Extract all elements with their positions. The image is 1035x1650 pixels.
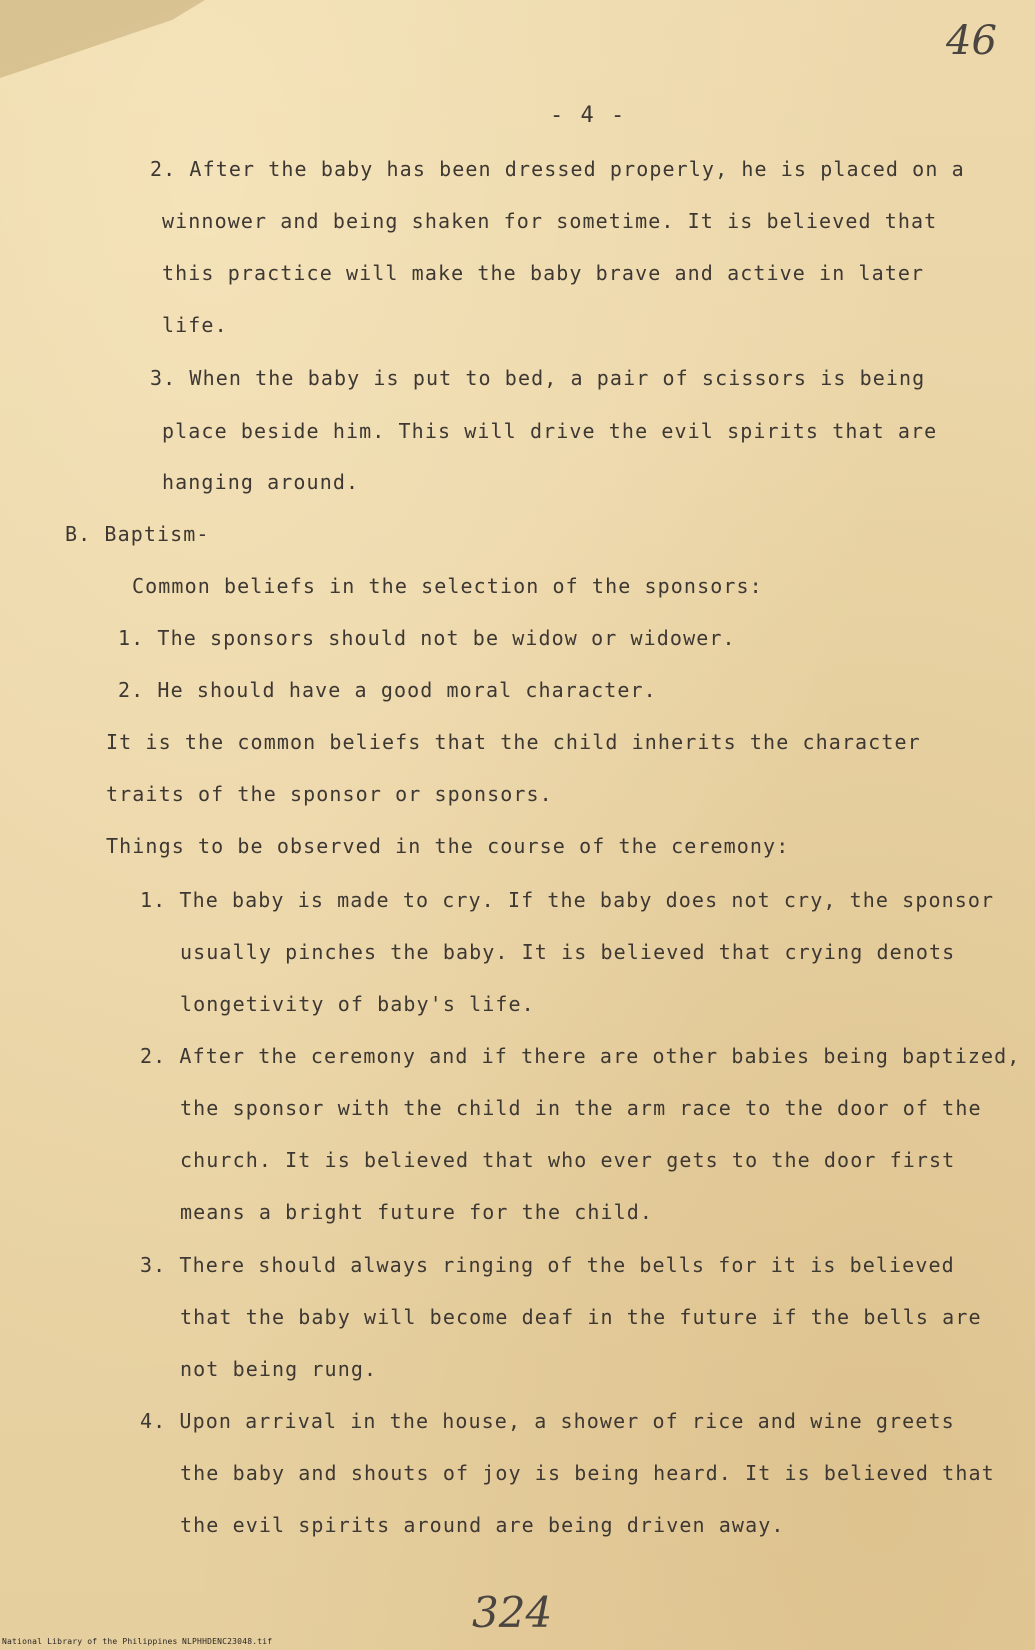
text-line: the evil spirits around are being driven away. bbox=[180, 1513, 785, 1537]
ceremony-intro: Things to be observed in the course of the ceremony: bbox=[106, 834, 790, 858]
text-line: 2. After the baby has been dressed properly, he is placed on a bbox=[150, 157, 965, 181]
text-line: 3. When the baby is put to bed, a pair of scissors is being bbox=[150, 366, 926, 390]
text-line: hanging around. bbox=[162, 470, 360, 494]
text-line: usually pinches the baby. It is believed that crying denots bbox=[180, 940, 956, 964]
sponsor-belief: 2. He should have a good moral character. bbox=[118, 678, 657, 702]
text-line: It is the common beliefs that the child inherits the character bbox=[106, 730, 921, 754]
text-line: that the baby will become deaf in the future if the bells are bbox=[180, 1305, 982, 1329]
text-line: life. bbox=[162, 313, 228, 337]
sponsor-intro: Common beliefs in the selection of the sponsors: bbox=[132, 574, 763, 598]
text-line: place beside him. This will drive the evil spirits that are bbox=[162, 419, 938, 443]
text-line: winnower and being shaken for sometime. It is believed that bbox=[162, 209, 938, 233]
footer-library-credit: National Library of the Philippines bbox=[2, 1637, 178, 1646]
text-line: not being rung. bbox=[180, 1357, 378, 1381]
folio-number: 46 bbox=[946, 18, 997, 64]
text-line: church. It is believed that who ever gets to the door first bbox=[180, 1148, 956, 1172]
text-line: the baby and shouts of joy is being heard. It is believed that bbox=[180, 1461, 995, 1485]
handwritten-page-number: 324 bbox=[472, 1588, 553, 1637]
folded-corner bbox=[0, 0, 210, 90]
page-number: - 4 - bbox=[550, 103, 627, 128]
section-heading: B. Baptism- bbox=[65, 522, 210, 546]
text-line: longetivity of baby's life. bbox=[180, 992, 535, 1016]
text-line: 4. Upon arrival in the house, a shower of rice and wine greets bbox=[140, 1409, 955, 1433]
text-line: the sponsor with the child in the arm race to the door of the bbox=[180, 1096, 982, 1120]
text-line: 2. After the ceremony and if there are other babies being baptized, bbox=[140, 1044, 1021, 1068]
text-line: 3. There should always ringing of the bells for it is believed bbox=[140, 1253, 955, 1277]
text-line: traits of the sponsor or sponsors. bbox=[106, 782, 553, 806]
text-line: 1. The baby is made to cry. If the baby does not cry, the sponsor bbox=[140, 888, 995, 912]
text-line: means a bright future for the child. bbox=[180, 1200, 654, 1224]
sponsor-belief: 1. The sponsors should not be widow or widower. bbox=[118, 626, 736, 650]
footer-filename: NLPHHDENC23048.tif bbox=[182, 1637, 273, 1646]
text-line: this practice will make the baby brave and active in later bbox=[162, 261, 925, 285]
